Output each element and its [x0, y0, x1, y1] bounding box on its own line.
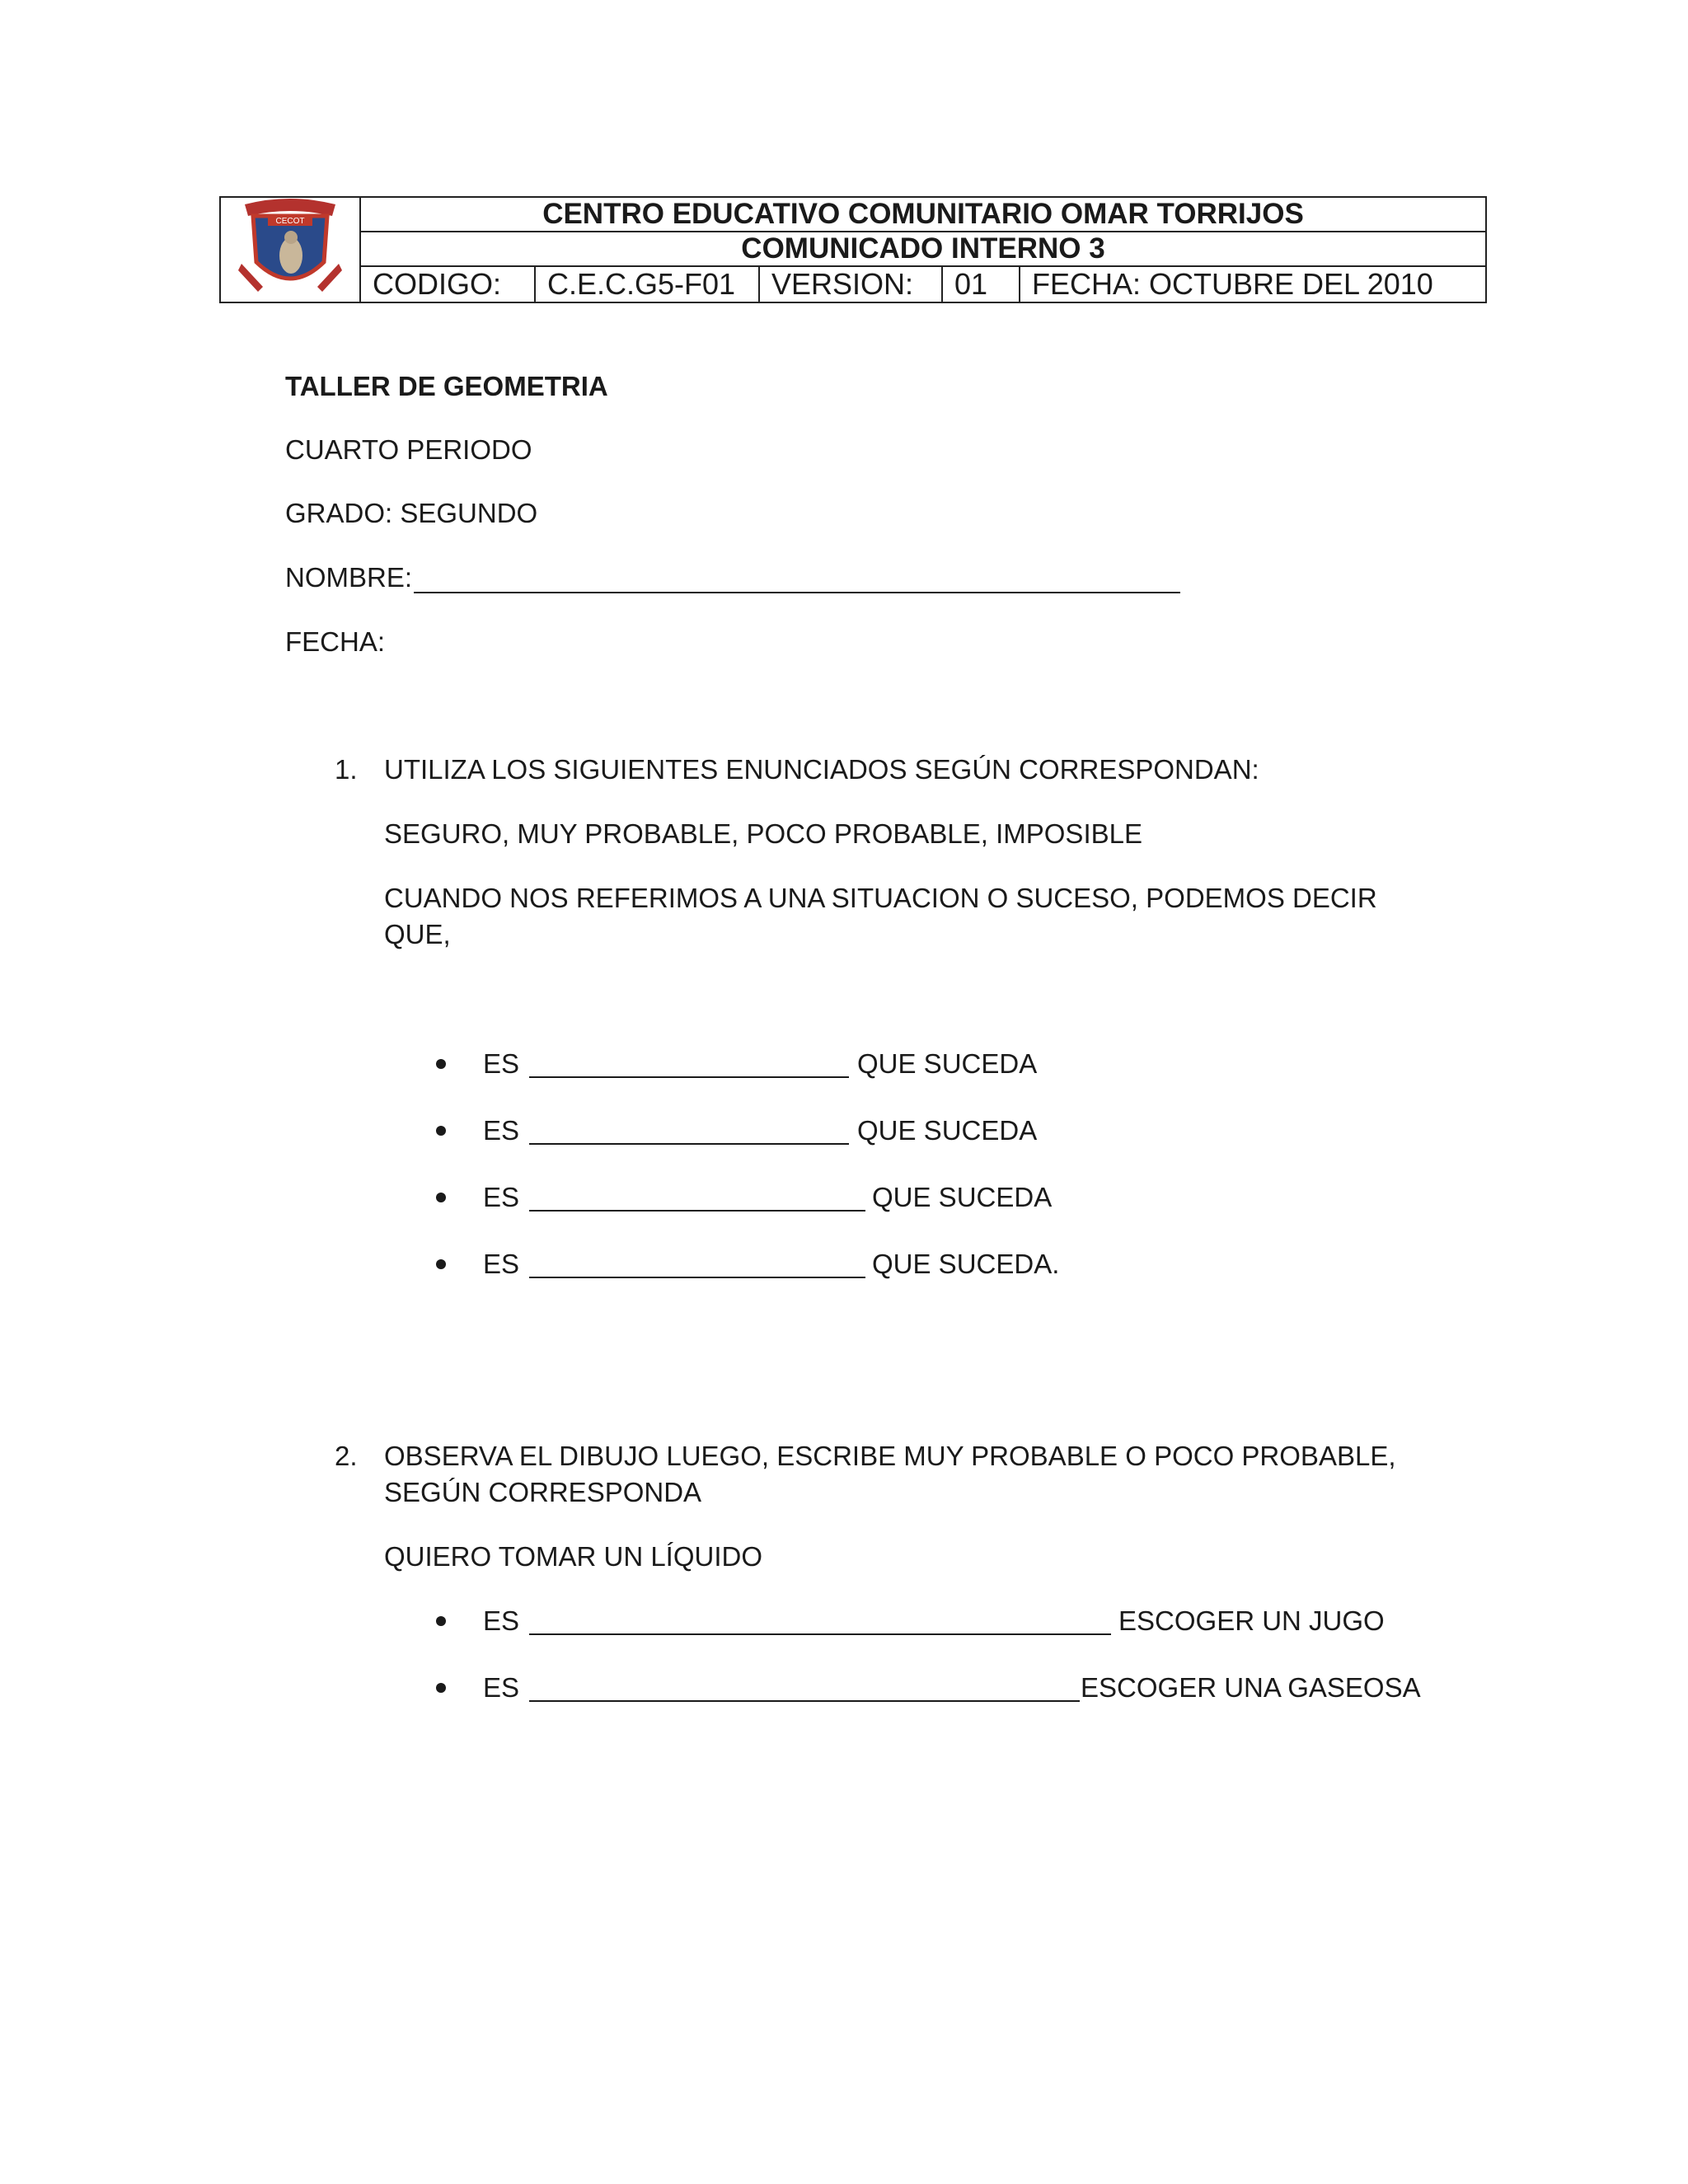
q2-item-blank[interactable] — [529, 1633, 1111, 1635]
question-1-options: SEGURO, MUY PROBABLE, POCO PROBABLE, IMPOSIBLE — [384, 818, 1142, 849]
q1-item-prefix: ES — [483, 1115, 520, 1146]
code-label: CODIGO: — [361, 267, 536, 302]
bullet-icon — [436, 1683, 446, 1693]
question-1-context-cont: QUE, — [384, 919, 451, 949]
bullet-icon — [436, 1126, 446, 1136]
school-crest-icon — [237, 198, 344, 302]
version-label: VERSION: — [760, 267, 943, 302]
bullet-icon — [436, 1259, 446, 1269]
q2-item-suffix: ESCOGER UN JUGO — [1118, 1605, 1385, 1636]
period-label: CUARTO PERIODO — [285, 434, 532, 465]
question-1-instruction: UTILIZA LOS SIGUIENTES ENUNCIADOS SEGÚN CORRESPONDAN: — [384, 754, 1259, 785]
date-label: FECHA: — [285, 626, 386, 657]
q2-item-suffix: ESCOGER UNA GASEOSA — [1081, 1672, 1421, 1703]
workshop-title: TALLER DE GEOMETRIA — [285, 371, 608, 401]
q2-item-prefix: ES — [483, 1605, 520, 1636]
name-blank[interactable] — [414, 592, 1180, 593]
q1-item-blank[interactable] — [529, 1277, 865, 1278]
question-1-number: 1. — [335, 754, 358, 785]
q1-item-suffix: QUE SUCEDA — [872, 1182, 1053, 1212]
grade-label: GRADO: SEGUNDO — [285, 498, 538, 528]
q1-item-suffix: QUE SUCEDA. — [872, 1249, 1060, 1279]
q2-item-prefix: ES — [483, 1672, 520, 1703]
document-date: FECHA: OCTUBRE DEL 2010 — [1032, 267, 1433, 301]
school-name: CENTRO EDUCATIVO COMUNITARIO OMAR TORRIJOS — [361, 198, 1485, 232]
q1-item-blank[interactable] — [529, 1076, 849, 1078]
q1-item-prefix: ES — [483, 1048, 520, 1079]
q1-item-prefix: ES — [483, 1182, 520, 1212]
bullet-icon — [436, 1616, 446, 1626]
question-1-context: CUANDO NOS REFERIMOS A UNA SITUACION O SUCESO, PODEMOS DECIR — [384, 883, 1377, 913]
school-logo — [221, 198, 361, 302]
bullet-icon — [436, 1193, 446, 1202]
q1-item-prefix: ES — [483, 1249, 520, 1279]
q1-item-blank[interactable] — [529, 1143, 849, 1145]
document-title: COMUNICADO INTERNO 3 — [361, 232, 1485, 267]
question-2-instruction: OBSERVA EL DIBUJO LUEGO, ESCRIBE MUY PROBABLE O POCO PROBABLE, — [384, 1441, 1396, 1471]
version-value: 01 — [943, 267, 1020, 302]
question-2-instruction-cont: SEGÚN CORRESPONDA — [384, 1477, 702, 1507]
bullet-icon — [436, 1059, 446, 1069]
question-2-statement: QUIERO TOMAR UN LÍQUIDO — [384, 1541, 763, 1572]
q1-item-blank[interactable] — [529, 1210, 865, 1212]
question-2-number: 2. — [335, 1441, 358, 1471]
header-table — [219, 196, 1487, 303]
q2-item-blank[interactable] — [529, 1700, 1080, 1702]
svg-text:CECOT: CECOT — [275, 217, 305, 226]
q1-item-suffix: QUE SUCEDA — [857, 1048, 1038, 1079]
document-code-row — [361, 267, 1485, 302]
code-value: C.E.C.G5-F01 — [536, 267, 760, 302]
q1-item-suffix: QUE SUCEDA — [857, 1115, 1038, 1146]
name-label: NOMBRE: — [285, 562, 413, 593]
